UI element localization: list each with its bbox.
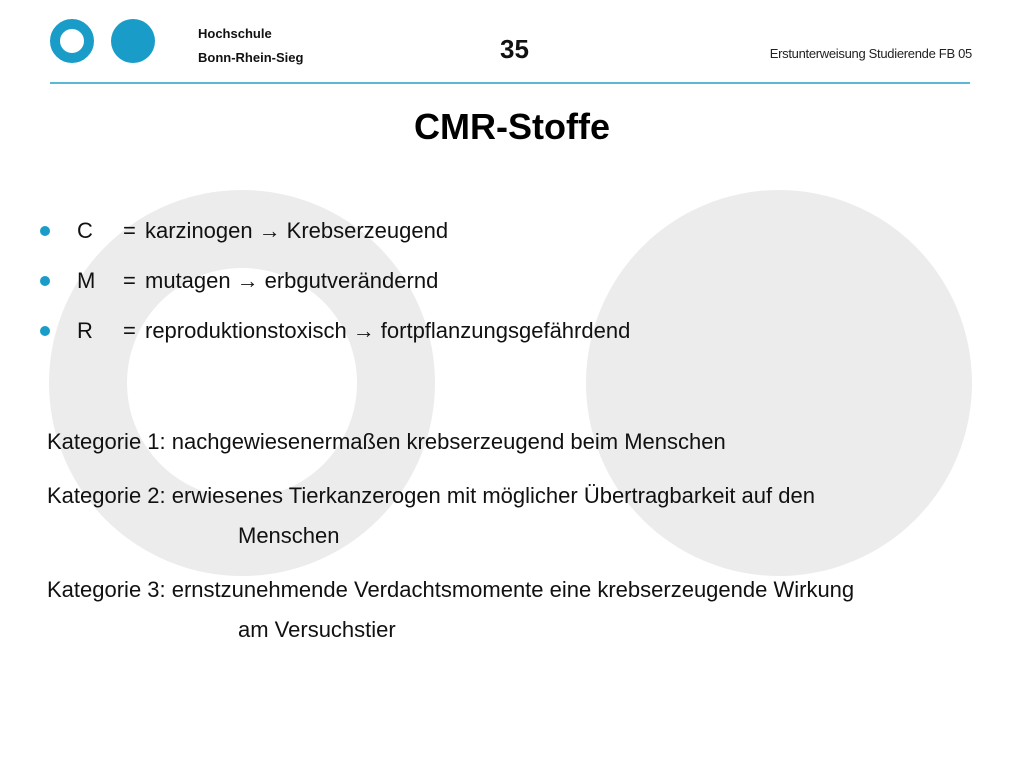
school-name xyxy=(198,22,303,70)
bullet-term: mutagen xyxy=(145,268,231,293)
arrow-right-icon: → xyxy=(236,268,259,293)
arrow-right-icon: → xyxy=(258,218,281,243)
logo-dot-icon xyxy=(111,19,155,63)
bullet-meaning: erbgutverändernd xyxy=(264,268,439,293)
bullet-dot-icon xyxy=(40,276,50,286)
bullet-letter: M xyxy=(77,268,96,293)
bullet-dot-icon xyxy=(40,226,50,236)
logo-ring-icon xyxy=(50,19,94,63)
category-3 xyxy=(47,570,854,650)
category-text: Kategorie 2: erwiesenes Tierkanzerogen mit möglicher Übertragbarkeit auf den xyxy=(47,483,815,508)
slide-title: CMR-Stoffe xyxy=(414,106,610,147)
bullet-meaning: fortpflanzungsgefährdend xyxy=(380,318,631,343)
bullet-term: reproduktionstoxisch xyxy=(145,318,347,343)
bullet-item-r xyxy=(40,306,630,356)
bullet-item-m xyxy=(40,256,630,306)
equals-sign: = xyxy=(123,218,136,243)
category-text-continuation: am Versuchstier xyxy=(238,617,396,642)
cmr-bullet-list xyxy=(40,206,630,356)
category-text-continuation: Menschen xyxy=(238,523,340,548)
bullet-dot-icon xyxy=(40,326,50,336)
category-text: Kategorie 3: ernstzunehmende Verdachtsmomente eine krebserzeugende Wirkung xyxy=(47,577,855,602)
bullet-letter: C xyxy=(77,218,93,243)
arrow-right-icon: → xyxy=(352,318,375,343)
equals-sign: = xyxy=(123,268,136,293)
header-divider xyxy=(50,82,970,84)
category-1 xyxy=(47,422,854,462)
bullet-item-c xyxy=(40,206,630,256)
bullet-term: karzinogen xyxy=(145,218,253,243)
bullet-letter: R xyxy=(77,318,93,343)
bullet-meaning: Krebserzeugend xyxy=(286,218,449,243)
school-name-line2: Bonn-Rhein-Sieg xyxy=(198,50,304,65)
category-list xyxy=(47,422,854,664)
school-name-line1: Hochschule xyxy=(198,26,272,41)
page-number: 35 xyxy=(500,34,529,64)
category-text: Kategorie 1: nachgewiesenermaßen krebserzeugend beim Menschen xyxy=(47,429,726,454)
course-title: Erstunterweisung Studierende FB 05 xyxy=(769,46,972,61)
equals-sign: = xyxy=(123,318,136,343)
category-2 xyxy=(47,476,854,556)
